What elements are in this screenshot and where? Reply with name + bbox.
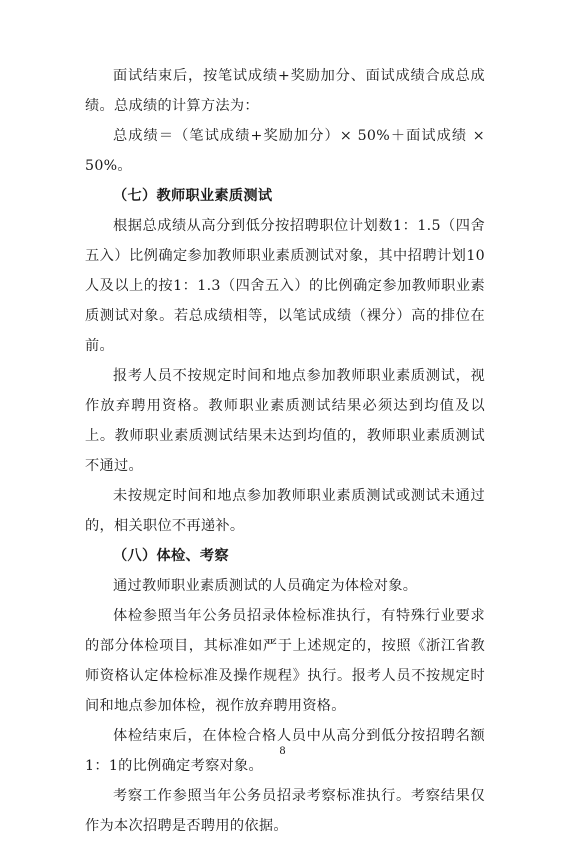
paragraph-inspection-standard: 考察工作参照当年公务员招录考察标准执行。考察结果仅作为本次招聘是否聘用的依据。 [85,788,485,834]
paragraph-no-backfill: 未按规定时间和地点参加教师职业素质测试或测试未通过的，相关职位不再递补。 [85,488,485,534]
section-heading-teacher-test: （七）教师职业素质测试 [113,188,273,204]
paragraph-interview-result: 面试结束后，按笔试成绩+奖励加分、面试成绩合成总成绩。总成绩的计算方法为： [85,68,485,114]
document-body [85,61,485,841]
paragraph-exam-targets: 通过教师职业素质测试的人员确定为体检对象。 [113,578,418,594]
paragraph-test-absence: 报考人员不按规定时间和地点参加教师职业素质测试，视作放弃聘用资格。教师职业素质测试结果必须达到均值及以上。教师职业素质测试结果未达到均值的，教师职业素质测试不通过。 [85,368,485,474]
paragraph-exam-standard: 体检参照当年公务员招录体检标准执行，有特殊行业要求的部分体检项目，其标准如严于上述规定的，按照《浙江省教师资格认定体检标准及操作规程》执行。报考人员不按规定时间和地点参加体检，视作放弃聘用资格。 [85,608,485,714]
paragraph-inspection-targets: 体检结束后，在体检合格人员中从高分到低分按招聘名额1：1的比例确定考察对象。 [85,728,485,774]
page-number: 8 [279,743,286,757]
section-heading-physical-exam: （八）体检、考察 [113,548,229,564]
paragraph-test-ratio: 根据总成绩从高分到低分按招聘职位计划数1：1.5（四舍五入）比例确定参加教师职业素质测试对象，其中招聘计划10人及以上的按1：1.3（四舍五入）的比例确定参加教师职业素质测试对象。若总成绩相等，以笔试成绩（裸分）高的排位在前。 [85,218,485,354]
paragraph-score-formula: 总成绩＝（笔试成绩+奖励加分）× 50%＋面试成绩 × 50%。 [85,128,485,174]
